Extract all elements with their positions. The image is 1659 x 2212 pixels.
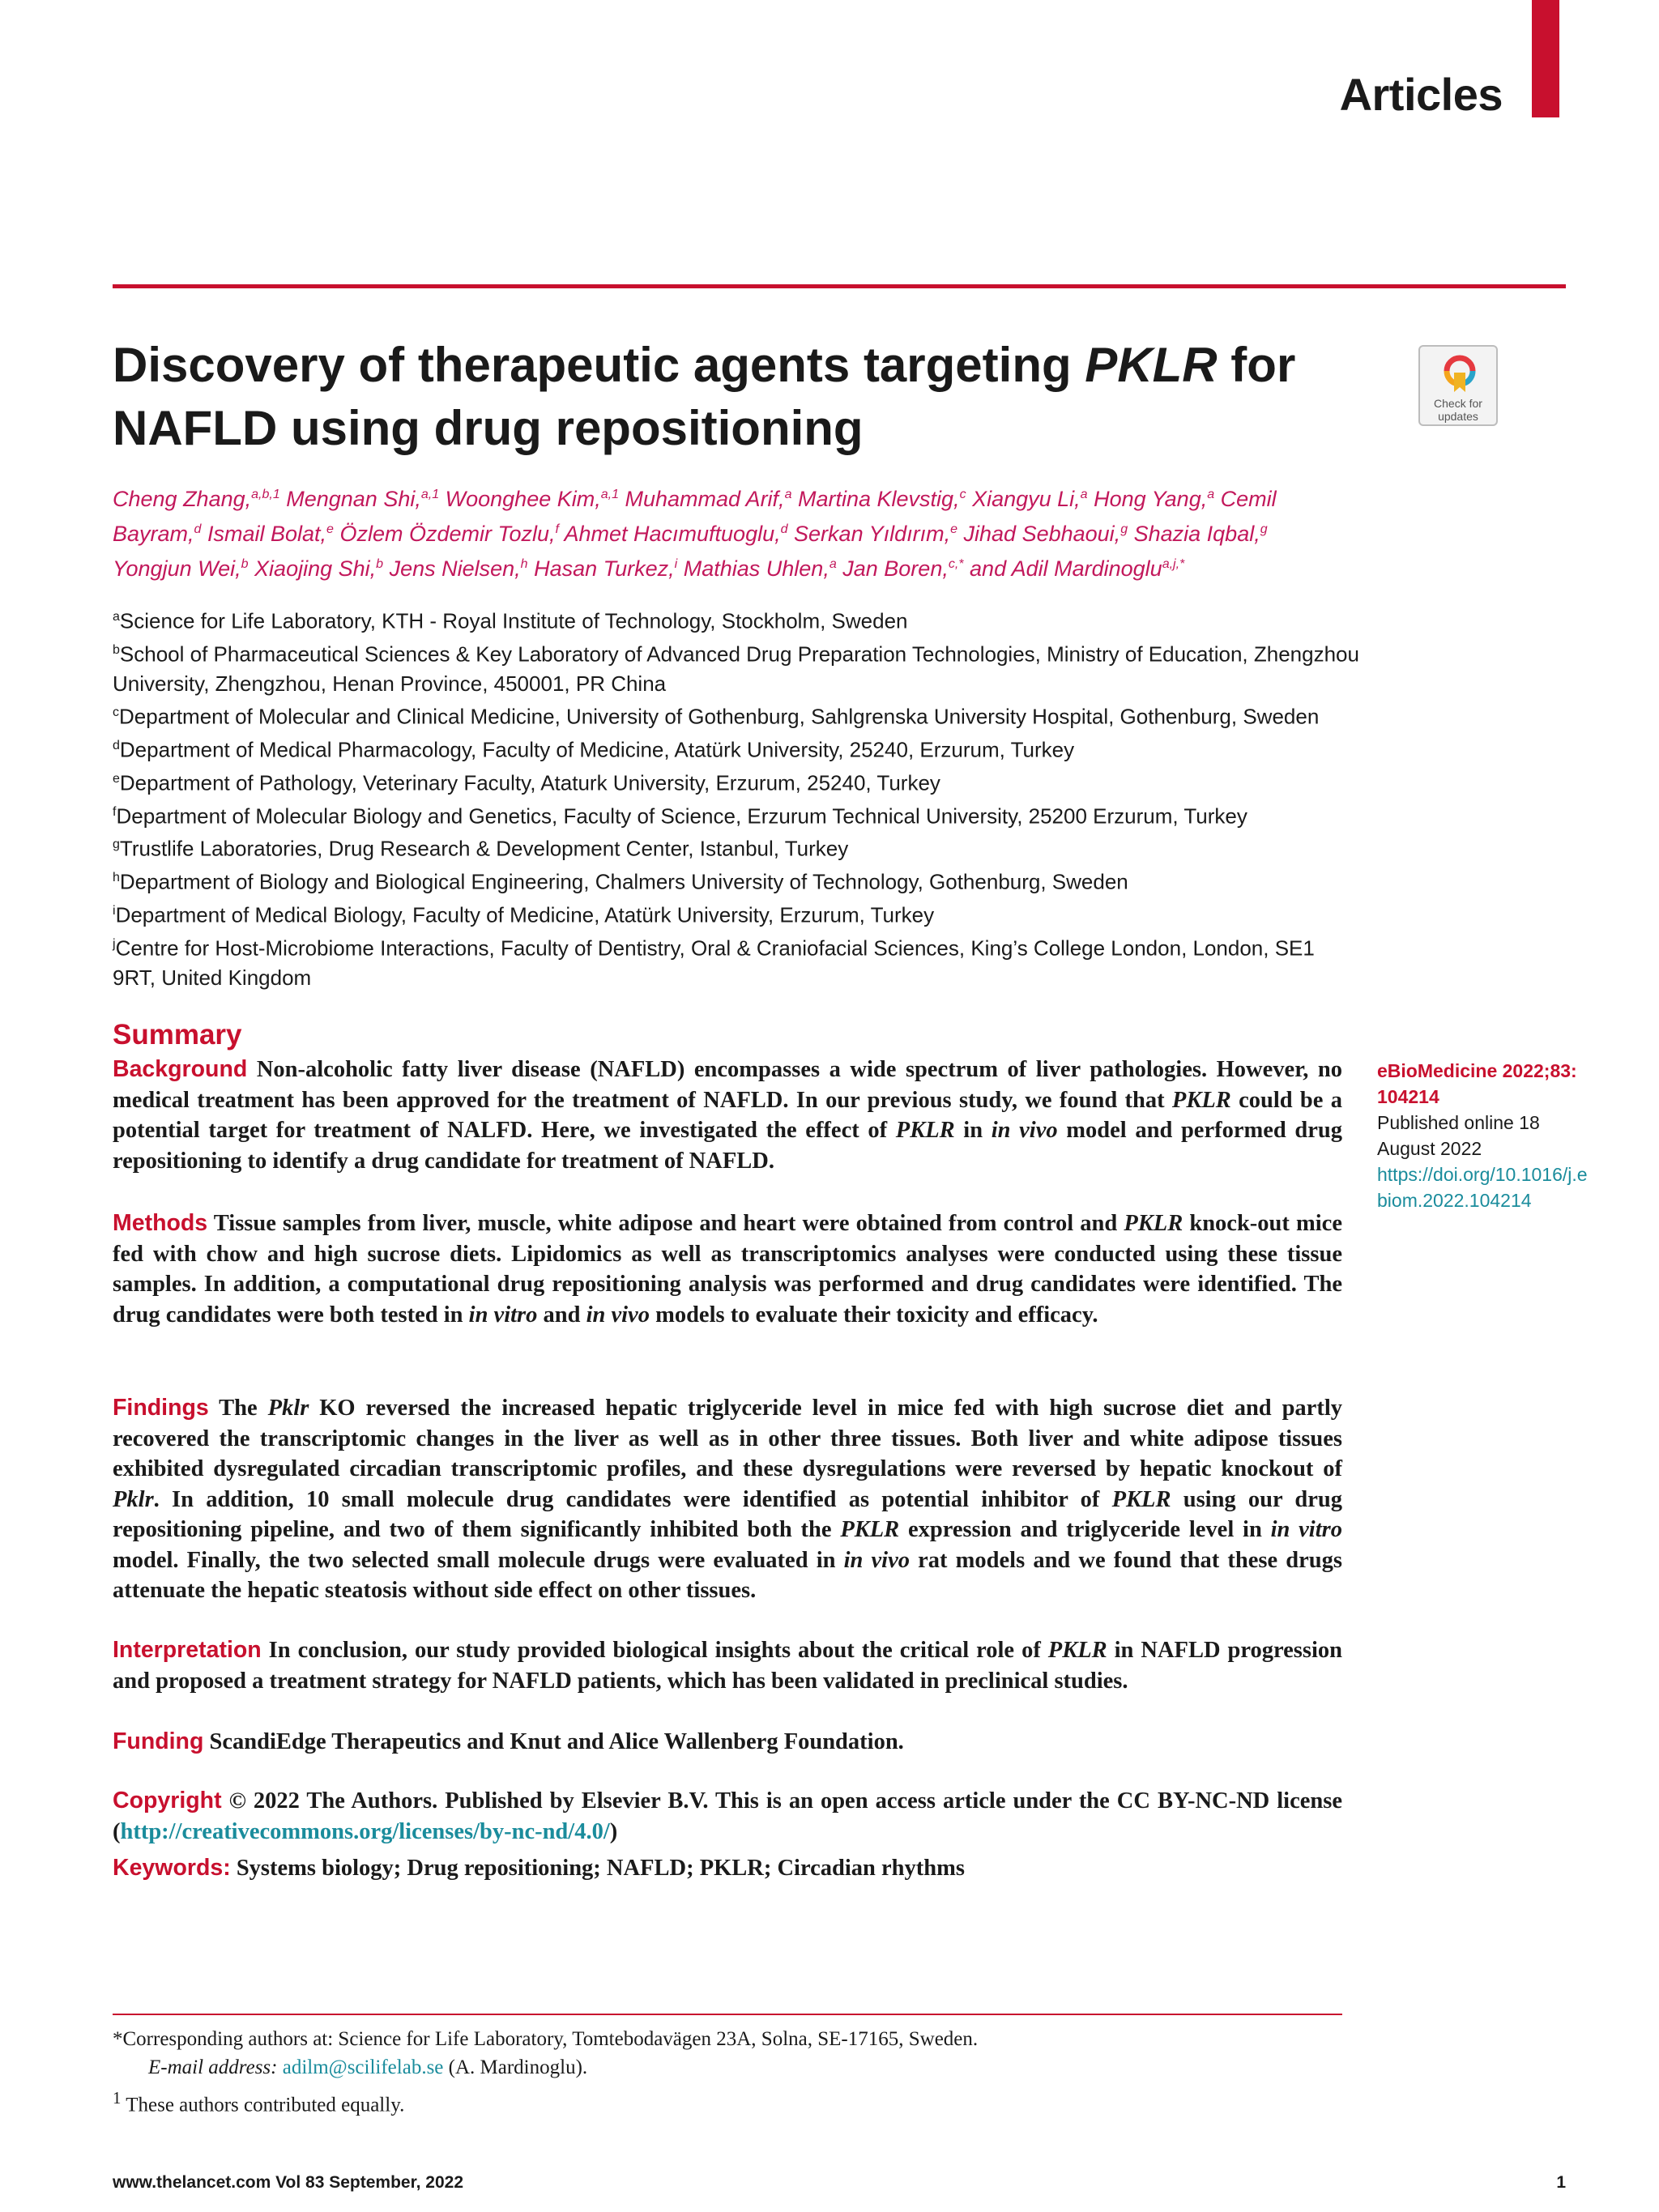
methods-text: models to evaluate their toxicity and efficacy. — [649, 1302, 1098, 1328]
methods-text: knock-out mice fed with chow and high sucrose diets. Lipidomics as well as transcriptomics analyses were conducted using these tissue samples. In addition, a computational drug repositioning analysis was performed and drug candidates were identified. The drug candidates were both tested in — [113, 1211, 1342, 1328]
section-label: Articles — [1339, 69, 1503, 120]
check-updates-line-1: Check for — [1434, 397, 1482, 410]
methods-text: and — [537, 1302, 586, 1328]
affiliation-key: a — [113, 610, 120, 624]
author-affiliation-mark: a,j,* — [1162, 557, 1185, 571]
author-affiliation-mark: a,b,1 — [251, 488, 280, 501]
article-sidebar — [1377, 1058, 1588, 1213]
affiliation-text: Department of Pathology, Veterinary Faculty, Ataturk University, Erzurum, 25240, Turkey — [119, 770, 940, 795]
copyright-label: Copyright — [113, 1788, 222, 1813]
summary-copyright — [113, 1786, 1342, 1847]
author-name: Mengnan Shi, — [286, 487, 421, 511]
funding-text: ScandiEdge Therapeutics and Knut and Alice Wallenberg Foundation. — [203, 1729, 904, 1754]
affiliation-item — [113, 636, 1360, 698]
findings-text: expression and triglyceride level in — [899, 1517, 1271, 1542]
keywords-label: Keywords: — [113, 1855, 231, 1881]
background-text: could be a potential target for treatment of NALFD. Here, we investigated the effect of — [113, 1087, 1342, 1143]
author-entry — [564, 522, 787, 546]
copyright-text: © 2022 The Authors. Published by Elsevier B.V. This is an open access article under the CC BY-NC-ND license ( — [113, 1788, 1342, 1844]
author-entry — [207, 522, 334, 546]
affiliation-key: f — [113, 804, 117, 819]
summary-methods — [113, 1208, 1342, 1330]
author-entry — [794, 522, 957, 546]
affiliation-key: e — [113, 771, 120, 786]
findings-italic: PKLR — [840, 1517, 900, 1542]
author-name: Muhammad Arif, — [625, 487, 785, 511]
author-name: Mathias Uhlen, — [683, 556, 830, 581]
background-italic: in vivo — [991, 1118, 1058, 1143]
interpretation-label: Interpretation — [113, 1637, 262, 1663]
findings-italic: Pklr — [113, 1486, 154, 1512]
author-affiliation-mark: e — [326, 522, 334, 536]
affiliation-text: Department of Molecular and Clinical Medicine, University of Gothenburg, Sahlgrenska University Hospital, Gothenburg, Sweden — [119, 704, 1320, 729]
affiliation-item — [113, 731, 1360, 765]
methods-label: Methods — [113, 1210, 208, 1236]
affiliation-text: Science for Life Laboratory, KTH - Royal Institute of Technology, Stockholm, Sweden — [119, 608, 908, 633]
findings-text: . In addition, 10 small molecule drug candidates were identified as potential inhibitor of — [153, 1486, 1112, 1512]
affiliation-key: h — [113, 871, 120, 885]
findings-text: KO reversed the increased hepatic triglyceride level in mice fed with high sucrose diet and partly recovered the transcriptomic changes in the liver as well as in other three tissues. Both liver and white adipose tissues exhibited dysregulated circadian transcriptomic profiles, and these dysregulations were reversed by hepatic knockout of — [113, 1396, 1342, 1481]
affiliation-key: b — [113, 642, 120, 657]
findings-italic: in vivo — [843, 1547, 910, 1573]
author-affiliation-mark: a — [829, 557, 837, 571]
interpretation-text: in NAFLD progression and proposed a treatment strategy for NAFLD patients, which has been validated in preclinical studies. — [113, 1638, 1342, 1694]
author-name: Hasan Turkez, — [534, 556, 675, 581]
methods-text: Tissue samples from liver, muscle, white adipose and heart were obtained from control and — [207, 1211, 1124, 1236]
author-list — [113, 479, 1344, 584]
affiliation-key: c — [113, 705, 119, 719]
author-affiliation-mark: d — [780, 522, 788, 536]
background-text: in — [954, 1118, 992, 1143]
affiliation-item — [113, 863, 1360, 897]
journal-citation: eBioMedicine 2022;83: 104214 — [1377, 1060, 1577, 1107]
author-name: Jihad Sebhaoui, — [963, 522, 1121, 546]
findings-label: Findings — [113, 1395, 209, 1421]
affiliation-item — [113, 798, 1360, 831]
background-text: Non-alcoholic fatty liver disease (NAFLD) encompasses a wide spectrum of liver pathologies. However, no medical treatment has been approved for the treatment of NAFLD. In our previous study, we found that — [113, 1057, 1342, 1113]
check-updates-label — [1420, 397, 1496, 423]
author-entry — [113, 556, 249, 581]
author-affiliation-mark: g — [1120, 522, 1128, 536]
author-name: Cheng Zhang, — [113, 487, 252, 511]
author-affiliation-mark: a,1 — [600, 488, 619, 501]
author-entry — [684, 556, 837, 581]
summary-funding — [113, 1727, 1342, 1758]
keywords-text: Systems biology; Drug repositioning; NAFLD; PKLR; Circadian rhythms — [230, 1856, 965, 1881]
equal-mark: 1 — [113, 2088, 122, 2108]
author-name: Xiaojing Shi, — [254, 556, 377, 581]
findings-text: using our drug repositioning pipeline, and two of them significantly inhibited both the — [113, 1486, 1342, 1542]
author-affiliation-mark: c,* — [948, 557, 964, 571]
corner-accent-bar — [1532, 0, 1559, 117]
article-title — [113, 334, 1328, 460]
affiliation-item — [113, 603, 1360, 636]
methods-italic: in vivo — [586, 1302, 650, 1328]
email-label: E-mail address: — [148, 2056, 278, 2078]
email-suffix: (A. Mardinoglu). — [443, 2056, 588, 2078]
author-name: Özlem Özdemir Tozlu, — [339, 522, 556, 546]
background-italic: PKLR — [895, 1118, 955, 1143]
affiliation-text: Department of Medical Biology, Faculty of Medicine, Atatürk University, Erzurum, Turkey — [115, 902, 935, 927]
copyright-text: ) — [609, 1818, 618, 1844]
author-entry — [113, 487, 280, 511]
funding-label: Funding — [113, 1728, 204, 1754]
author-entry — [286, 487, 439, 511]
background-label: Background — [113, 1056, 248, 1082]
methods-italic: in vitro — [468, 1302, 538, 1328]
background-text: model and performed drug repositioning to identify a drug candidate for treatment of NAFLD. — [113, 1118, 1342, 1174]
author-entry — [534, 556, 677, 581]
footnote-rule — [113, 2014, 1342, 2015]
email-link[interactable]: adilm@scilifelab.se — [282, 2056, 444, 2078]
author-entry — [625, 487, 792, 511]
affiliation-text: Department of Molecular Biology and Genetics, Faculty of Science, Erzurum Technical University, 25200 Erzurum, Turkey — [116, 803, 1247, 829]
summary-keywords — [113, 1853, 1342, 1884]
author-entry — [964, 522, 1128, 546]
affiliation-text: Centre for Host-Microbiome Interactions, Faculty of Dentistry, Oral & Craniofacial Sciences, King’s College London, London, SE1 9RT, United Kingdom — [113, 936, 1315, 990]
author-entry — [972, 487, 1088, 511]
published-date: Published online 18 August 2022 — [1377, 1112, 1540, 1159]
author-name: Yongjun Wei, — [113, 556, 241, 581]
corresponding-text: *Corresponding authors at: Science for Life Laboratory, Tomtebodavägen 23A, Solna, SE-17165, Sweden. — [113, 2028, 979, 2050]
affiliation-key: g — [113, 837, 120, 852]
author-affiliation-mark: b — [376, 557, 384, 571]
author-affiliation-mark: a — [1207, 488, 1215, 501]
author-affiliation-mark: a — [784, 488, 792, 501]
doi-link[interactable]: https://doi.org/10.1016/j.ebiom.2022.104214 — [1377, 1164, 1588, 1211]
summary-heading: Summary — [113, 1019, 242, 1051]
author-name: Hong Yang, — [1094, 487, 1208, 511]
author-affiliation-mark: d — [194, 522, 202, 536]
author-affiliation-mark: h — [520, 557, 528, 571]
methods-italic: PKLR — [1124, 1211, 1183, 1236]
author-entry — [1094, 487, 1214, 511]
author-entry — [446, 487, 619, 511]
author-name: Jan Boren, — [842, 556, 949, 581]
author-affiliation-mark: b — [241, 557, 249, 571]
author-name: Cemil Bayram, — [113, 487, 1277, 546]
author-affiliation-mark: e — [950, 522, 958, 536]
author-name: Jens Nielsen, — [389, 556, 521, 581]
findings-italic: PKLR — [1111, 1486, 1171, 1512]
findings-italic: in vitro — [1270, 1517, 1342, 1542]
author-name: Ismail Bolat, — [207, 522, 327, 546]
affiliation-text: School of Pharmaceutical Sciences & Key Laboratory of Advanced Drug Preparation Technologies, Ministry of Education, Zhengzhou University, Zhengzhou, Henan Province, 450001, PR China — [113, 641, 1359, 696]
email-line — [113, 2053, 1342, 2082]
summary-interpretation — [113, 1635, 1342, 1696]
author-entry — [798, 487, 966, 511]
findings-text: The — [208, 1396, 268, 1421]
affiliation-list — [113, 603, 1360, 992]
summary-findings — [113, 1393, 1342, 1606]
equal-text: These authors contributed equally. — [121, 2094, 405, 2116]
check-updates-icon — [1444, 355, 1476, 394]
author-affiliation-mark: a — [1080, 488, 1088, 501]
affiliation-key: d — [113, 738, 120, 752]
summary-background — [113, 1055, 1342, 1176]
author-name: Shazia Iqbal, — [1133, 522, 1260, 546]
check-updates-line-2: updates — [1438, 410, 1478, 423]
author-affiliation-mark: g — [1260, 522, 1268, 536]
author-name: Xiangyu Li, — [972, 487, 1081, 511]
findings-text: rat models and we found that these drugs attenuate the hepatic steatosis without side effect on other tissues. — [113, 1547, 1343, 1603]
license-link[interactable]: http://creativecommons.org/licenses/by-nc-nd/4.0/ — [120, 1818, 610, 1844]
author-entry — [970, 556, 1184, 581]
title-part-1: Discovery of therapeutic agents targeting — [113, 338, 1085, 392]
affiliation-key: j — [113, 936, 116, 951]
author-name: Woonghee Kim, — [445, 487, 601, 511]
author-affiliation-mark: a,1 — [420, 488, 440, 501]
affiliation-text: Department of Medical Pharmacology, Faculty of Medicine, Atatürk University, 25240, Erzurum, Turkey — [119, 737, 1075, 762]
affiliation-text: Trustlife Laboratories, Drug Research & Development Center, Istanbul, Turkey — [119, 837, 849, 862]
affiliation-item — [113, 897, 1360, 930]
background-italic: PKLR — [1171, 1087, 1231, 1113]
author-name: Martina Klevstig, — [797, 487, 960, 511]
author-entry — [254, 556, 383, 581]
affiliation-item — [113, 698, 1360, 731]
author-name: Serkan Yıldırım, — [794, 522, 951, 546]
header-rule — [113, 284, 1566, 288]
title-part-2: for NAFLD using drug repositioning — [113, 338, 1296, 455]
author-name: and Adil Mardinoglu — [970, 556, 1162, 581]
title-gene: PKLR — [1085, 338, 1218, 392]
affiliation-item — [113, 830, 1360, 863]
findings-italic: Pklr — [267, 1396, 309, 1421]
interpretation-text: In conclusion, our study provided biological insights about the critical role of — [261, 1638, 1048, 1663]
page-footer: www.thelancet.com Vol 83 September, 2022 — [113, 2173, 464, 2192]
author-entry — [339, 522, 559, 546]
findings-text: model. Finally, the two selected small molecule drugs were evaluated in — [113, 1547, 844, 1573]
author-entry — [1134, 522, 1268, 546]
equal-contribution-footnote — [113, 2084, 404, 2119]
affiliation-key: i — [113, 904, 116, 918]
check-for-updates-button[interactable] — [1418, 345, 1498, 426]
author-entry — [390, 556, 528, 581]
author-affiliation-mark: c — [959, 488, 966, 501]
affiliation-text: Department of Biology and Biological Engineering, Chalmers University of Technology, Gothenburg, Sweden — [119, 869, 1128, 894]
affiliation-item — [113, 930, 1360, 992]
author-name: Ahmet Hacımuftuoglu, — [564, 522, 781, 546]
page-number: 1 — [1556, 2173, 1566, 2192]
corresponding-author-footnote — [113, 2025, 1342, 2082]
interpretation-italic: PKLR — [1047, 1638, 1107, 1663]
author-affiliation-mark: f — [555, 522, 559, 536]
author-affiliation-mark: i — [674, 557, 678, 571]
affiliation-item — [113, 765, 1360, 798]
author-entry — [842, 556, 963, 581]
